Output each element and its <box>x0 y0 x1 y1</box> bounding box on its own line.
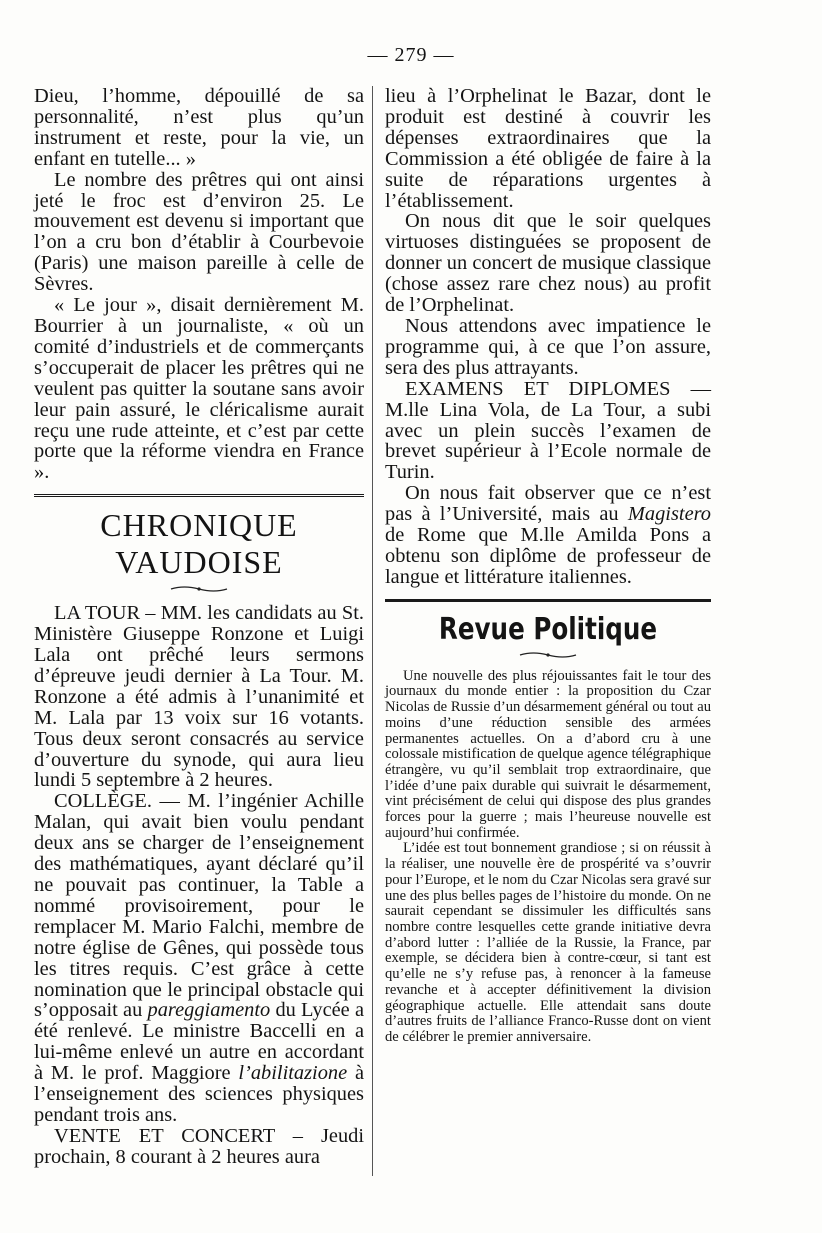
text-la-tour: – MM. les candidats au St. Ministère Giuseppe Ronzone et Luigi Lala ont prêché leurs sermons d’épreuve jeudi dernier à La Tour. M. Ronzone a été admis à l’unanimité et M. Lala par 13 voix sur 16 votants. Tous deux seront consacrés au service d’ouverture du synode, qui aura lieu lundi 5 septembre à 2 heures. <box>34 602 364 792</box>
text-college-c: à l’enseignement des sciences physiques pendant trois ans. <box>34 1062 364 1126</box>
text-college-b: du Lycée a été renlevé. Le ministre Baccelli en a lui-même enlevé un autre en accordant à M. le prof. Maggiore <box>34 999 364 1085</box>
paragraph-revue-2: L’idée est tout bonnement grandiose ; si on réussit à la réaliser, une nouvelle ère de prospérité va s’ouvrir pour l’Europe, et le nom du Czar Nicolas sera gravé sur une des plus belles pages de l’histoire du monde. On ne saurait cependant se dissimuler les difficultés sans nombre contre lesquelles cette grande initiative devra d’abord lutter : l’alliée de la Russie, la France, par exemple, se décidera bien à contre-cœur, si tant est qu’elle ne s’y refuse pas, à renoncer à la fameuse revanche et à accepter définitivement la division géographique actuelle. Elle attendait sans doute d’autres fruits de l’alliance Franco-Russe dont on vient de célébrer le premier anniversaire. <box>385 840 711 1045</box>
text-vente-concert: – Jeudi prochain, 8 courant à 2 heures aura <box>34 1124 364 1168</box>
text-examens: — M.lle Lina Vola, de La Tour, a subi avec un plein succès l’examen de brevet supérieur à l’Ecole normale de Turin. <box>385 377 711 484</box>
paragraph-revue-1: Une nouvelle des plus réjouissantes fait le tour des journaux du monde entier : la proposition du Czar Nicolas de Russie d’un désarmement général ou tout au moins d’une réduction sensible des armées permanentes actuelles. On a d’abord cru à une colossale mistification de quelque agence télégraphique étrangère, vu qu’il semblait trop extraordinaire, que l’idée d’une paix durable qui suivrait le désarmement, vint précisément de celui qui dispose des plus grandes forces pour la guerre ; mais l’heureuse nouvelle est aujourd’hui confirmée. <box>385 667 711 841</box>
section-title-revue: Revue Politique <box>438 611 658 647</box>
ornament-divider <box>169 585 229 593</box>
text-pons-b: de Rome que M.lle Amilda Pons a obtenu son diplôme de professeur de langue et littérature italiennes. <box>385 524 711 588</box>
right-column <box>385 86 711 1046</box>
section-title-chronique: CHRONIQUE VAUDOISE <box>100 507 298 581</box>
section-rule-right <box>385 599 711 602</box>
ornament-divider-right <box>518 651 578 659</box>
paragraph-examens <box>385 379 711 484</box>
lead-vente-concert: VENTE ET CONCERT <box>54 1124 275 1147</box>
lead-college: COLLÈGE. <box>54 790 152 813</box>
term-pareggiamento: pareggiamento <box>147 999 271 1022</box>
left-column <box>34 86 364 1168</box>
paragraph-college <box>34 791 364 1126</box>
paragraph-la-tour <box>34 603 364 791</box>
paragraph-vente-concert <box>34 1126 364 1168</box>
term-magistero: Magistero <box>627 503 711 526</box>
text-college-a: — M. l’ingénier Achille Malan, qui avait bien voulu pendant deux ans se charger de l’enseignement des mathématiques, ayant déclaré qu’il ne pouvait pas continuer, la Table a nommé provisoirement, pour le remplacer M. Mario Falchi, membre de notre église de Gênes, qui possède tous les titres requis. C’est grâce à cette nomination que le principal obstacle qui s’opposait au <box>34 790 364 1022</box>
paragraph-programme: Nous attendons avec impatience le programme qui, à ce que l’on assure, sera des plus attrayants. <box>385 314 711 379</box>
paragraph-orphelinat: lieu à l’Orphelinat le Bazar, dont le produit est destiné à couvrir les dépenses extraordinaires que la Commission a été obligée de faire à la suite de réparations urgentes à l’établissement. <box>385 85 711 212</box>
section-rule <box>34 494 364 497</box>
paragraph-bourrier: « Le jour », disait dernièrement M. Bourrier à un journaliste, « où un comité d’industriels et de commerçants s’occuperait de placer les prêtres qui ne veulent pas quitter la soutane sans avoir leur pain assuré, le cléricalisme aurait reçu une rude atteinte, et c’est par cette porte que la réforme viendra en France ». <box>34 294 364 484</box>
text-pons-a: On nous fait observer que ce n’est pas à l’Université, mais au <box>385 482 711 526</box>
paragraph-continuation: Dieu, l’homme, dépouillé de sa personnalité, n’est plus qu’un instrument et reste, pour la vie, un enfant en tutelle... » <box>34 85 364 170</box>
page-number: — 279 — <box>367 44 455 66</box>
lead-la-tour: LA TOUR <box>54 602 141 625</box>
term-abilitazione: l’abilitazione <box>238 1062 348 1085</box>
paragraph-virtuoses: On nous dit que le soir quelques virtuoses distinguées se proposent de donner un concert de musique classique (chose assez rare chez nous) au profit de l’Orphelinat. <box>385 210 711 317</box>
paragraph-pretres: Le nombre des prêtres qui ont ainsi jeté le froc est d’environ 25. Le mouvement est devenu si important que l’on a cru bon d’établir à Courbevoie (Paris) une maison pareille à celle de Sèvres. <box>34 168 364 296</box>
paragraph-pons <box>385 483 711 588</box>
lead-examens: EXAMENS ET DIPLOMES <box>405 377 671 400</box>
column-divider <box>372 86 373 1176</box>
